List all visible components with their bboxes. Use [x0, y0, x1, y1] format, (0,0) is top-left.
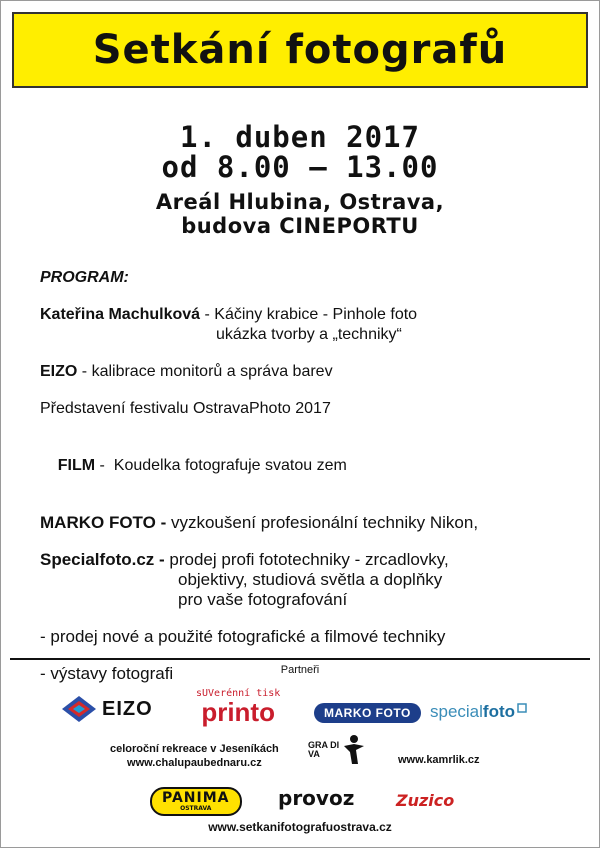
- program-item-text-2: objektivy, studiová světla a doplňky: [178, 570, 443, 589]
- program-item-text: vyzkoušení profesionální techniky Nikon,: [166, 513, 479, 532]
- venue-line-1: Areál Hlubina, Ostrava,: [155, 190, 445, 214]
- eizo-wordmark: EIZO: [102, 697, 153, 720]
- program-item-lead: FILM: [57, 457, 96, 474]
- website-url[interactable]: www.setkanifotografuostrava.cz: [208, 820, 392, 834]
- title-banner: [12, 12, 588, 88]
- event-date: [0, 122, 600, 182]
- program-item-text: - kalibrace monitorů a správa barev: [77, 363, 333, 380]
- program-item-festival: Představení festivalu OstravaPhoto 2017: [40, 400, 331, 417]
- program-heading: PROGRAM:: [40, 269, 129, 286]
- program-item-eizo: [40, 362, 580, 382]
- marko-foto-logo: [314, 703, 421, 723]
- program-item-specialfoto: [40, 550, 580, 610]
- eizo-mark-icon: [60, 694, 98, 724]
- program-item-lead: Kateřina Machulková: [40, 306, 201, 323]
- program-item-sale: - prodej nové a použité fotografické a filmové techniky: [40, 627, 446, 646]
- program-item-text-3: pro vaše fotografování: [178, 590, 348, 609]
- time-line: od 8.00 – 13.00: [161, 150, 439, 184]
- kamrlik-logo: [398, 753, 480, 767]
- eizo-logo: [60, 694, 153, 724]
- jeseniky-logo: [110, 742, 279, 770]
- event-venue: [0, 190, 600, 238]
- program-item-text: - Káčiny krabice - Pinhole foto: [200, 306, 418, 323]
- partners-label: Partneři: [280, 664, 320, 676]
- panima-badge: [150, 787, 242, 816]
- panima-logo: [150, 787, 242, 816]
- specialfoto-logo: [430, 702, 527, 722]
- marko-foto-wordmark: MARKO FOTO: [314, 703, 421, 723]
- specialfoto-part-a: special: [430, 702, 483, 721]
- printo-logo: [196, 688, 280, 725]
- zuzico-logo: [396, 791, 454, 810]
- program-item-machulkova: [40, 305, 580, 345]
- provoz-logo: [278, 786, 354, 810]
- sponsors-divider: [10, 658, 590, 660]
- date-line: 1. duben 2017: [180, 120, 420, 154]
- panima-subtitle: OSTRAVA: [180, 805, 212, 812]
- program-item-exhibition: - výstavy fotografi: [40, 664, 174, 683]
- program-item-text: - Koudelka fotografuje svatou zem: [95, 457, 347, 474]
- provoz-wordmark: provoz: [278, 786, 355, 810]
- gradiva-logo: [308, 734, 366, 766]
- specialfoto-part-b: foto: [482, 702, 516, 721]
- specialfoto-mark-icon: [517, 703, 527, 713]
- zuzico-wordmark: Zuzico: [396, 791, 455, 810]
- program-item-marko: [40, 513, 580, 533]
- venue-line-2: budova CINEPORTU: [181, 214, 419, 238]
- kamrlik-url: www.kamrlik.cz: [398, 754, 480, 766]
- program-item-film: [40, 436, 580, 496]
- jeseniky-text: [110, 742, 279, 770]
- program-item-lead: MARKO FOTO -: [40, 513, 167, 532]
- specialfoto-wordmark: [430, 702, 515, 722]
- program-item-lead: Specialfoto.cz -: [40, 550, 165, 569]
- panima-wordmark: PANIMA: [162, 790, 230, 806]
- page-title: Setkání fotografů: [92, 27, 508, 73]
- gradiva-wordmark: GRA DI VA: [308, 740, 340, 759]
- printo-wordmark: printo: [201, 697, 275, 727]
- printo-tagline: sUVerénní tisk: [196, 688, 281, 699]
- jeseniky-line-1: celoroční rekreace v Jeseníkách: [110, 743, 279, 755]
- program-section: [40, 268, 580, 701]
- program-item-text-2: ukázka tvorby a „techniky“: [216, 326, 402, 343]
- jeseniky-line-2: www.chalupaubednaru.cz: [127, 757, 262, 769]
- program-item-lead: EIZO: [40, 363, 78, 380]
- program-item-text: prodej profi fototechniky - zrcadlovky,: [164, 550, 449, 569]
- gradiva-figure-icon: [338, 734, 366, 766]
